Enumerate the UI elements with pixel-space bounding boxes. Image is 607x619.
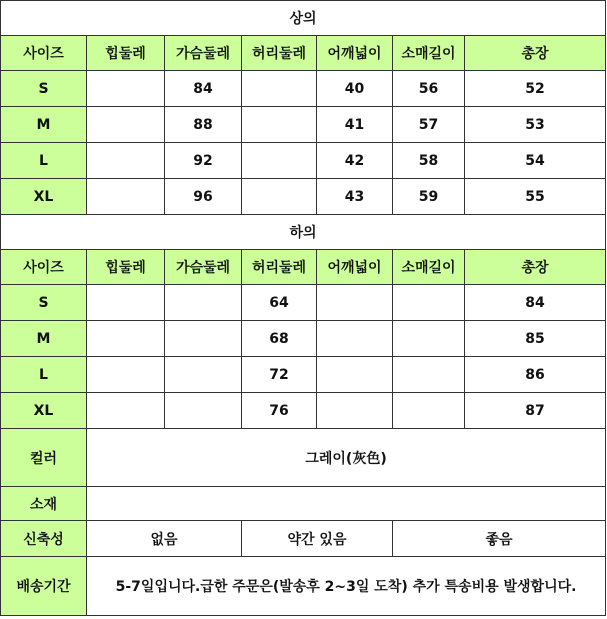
table-cell: 58 <box>393 143 465 179</box>
table-cell <box>317 285 393 321</box>
top-header-row <box>1 36 606 71</box>
bottom-section-title: 하의 <box>1 215 606 250</box>
shipping-label: 배송기간 <box>1 557 87 616</box>
table-cell: 84 <box>465 285 606 321</box>
top-header-shoulder: 어깨넓이 <box>317 36 393 71</box>
table-cell <box>87 71 165 107</box>
table-cell <box>393 393 465 429</box>
table-cell <box>87 285 165 321</box>
size-chart-body <box>1 1 606 616</box>
size-label: S <box>1 71 87 107</box>
size-label: XL <box>1 179 87 215</box>
table-row <box>1 179 606 215</box>
stretch-some: 약간 있음 <box>242 521 393 557</box>
table-cell: 86 <box>465 357 606 393</box>
color-label: 컬러 <box>1 429 87 487</box>
top-header-sleeve: 소매길이 <box>393 36 465 71</box>
table-cell: 72 <box>242 357 317 393</box>
bottom-header-shoulder: 어깨넓이 <box>317 250 393 285</box>
table-cell <box>165 357 242 393</box>
table-cell <box>87 321 165 357</box>
bottom-header-chest: 가슴둘레 <box>165 250 242 285</box>
material-value <box>87 487 606 521</box>
top-header-length: 총장 <box>465 36 606 71</box>
shipping-value: 5-7일입니다.급한 주문은(발송후 2~3일 도착) 추가 특송비용 발생합니다. <box>87 557 606 616</box>
table-row <box>1 357 606 393</box>
table-cell <box>165 321 242 357</box>
bottom-title-row <box>1 215 606 250</box>
stretch-good: 좋음 <box>393 521 606 557</box>
table-cell <box>87 143 165 179</box>
table-cell: 92 <box>165 143 242 179</box>
table-cell <box>393 285 465 321</box>
size-label: S <box>1 285 87 321</box>
table-cell: 96 <box>165 179 242 215</box>
bottom-header-size: 사이즈 <box>1 250 87 285</box>
bottom-header-length: 총장 <box>465 250 606 285</box>
table-cell: 41 <box>317 107 393 143</box>
bottom-header-hip: 힙둘레 <box>87 250 165 285</box>
bottom-header-waist: 허리둘레 <box>242 250 317 285</box>
top-header-chest: 가슴둘레 <box>165 36 242 71</box>
size-label: L <box>1 357 87 393</box>
top-header-hip: 힙둘레 <box>87 36 165 71</box>
table-cell <box>242 71 317 107</box>
top-header-waist: 허리둘레 <box>242 36 317 71</box>
table-cell: 64 <box>242 285 317 321</box>
table-cell: 40 <box>317 71 393 107</box>
top-section-title: 상의 <box>1 1 606 36</box>
table-cell: 42 <box>317 143 393 179</box>
stretch-row <box>1 521 606 557</box>
table-row <box>1 143 606 179</box>
size-label: XL <box>1 393 87 429</box>
table-cell <box>87 107 165 143</box>
table-cell: 76 <box>242 393 317 429</box>
table-cell <box>87 393 165 429</box>
table-cell: 54 <box>465 143 606 179</box>
table-cell: 68 <box>242 321 317 357</box>
table-cell: 56 <box>393 71 465 107</box>
stretch-none: 없음 <box>87 521 242 557</box>
table-row <box>1 321 606 357</box>
table-cell: 52 <box>465 71 606 107</box>
table-cell <box>87 357 165 393</box>
table-cell <box>87 179 165 215</box>
shipping-row <box>1 557 606 616</box>
size-label: M <box>1 107 87 143</box>
color-row <box>1 429 606 487</box>
table-row <box>1 285 606 321</box>
top-header-size: 사이즈 <box>1 36 87 71</box>
table-cell: 85 <box>465 321 606 357</box>
table-cell <box>393 321 465 357</box>
table-row <box>1 71 606 107</box>
top-title-row <box>1 1 606 36</box>
bottom-header-row <box>1 250 606 285</box>
size-label: L <box>1 143 87 179</box>
table-cell <box>242 107 317 143</box>
table-cell <box>317 321 393 357</box>
table-cell <box>393 357 465 393</box>
table-cell <box>242 179 317 215</box>
table-cell: 87 <box>465 393 606 429</box>
bottom-header-sleeve: 소매길이 <box>393 250 465 285</box>
table-cell <box>242 143 317 179</box>
size-label: M <box>1 321 87 357</box>
table-cell: 55 <box>465 179 606 215</box>
color-value: 그레이(灰色) <box>87 429 606 487</box>
table-cell <box>317 393 393 429</box>
table-cell: 53 <box>465 107 606 143</box>
table-cell: 59 <box>393 179 465 215</box>
table-cell: 57 <box>393 107 465 143</box>
table-cell <box>165 393 242 429</box>
table-cell: 43 <box>317 179 393 215</box>
table-cell: 84 <box>165 71 242 107</box>
material-label: 소재 <box>1 487 87 521</box>
table-cell <box>317 357 393 393</box>
stretch-label: 신축성 <box>1 521 87 557</box>
table-cell: 88 <box>165 107 242 143</box>
table-row <box>1 107 606 143</box>
table-cell <box>165 285 242 321</box>
material-row <box>1 487 606 521</box>
table-row <box>1 393 606 429</box>
